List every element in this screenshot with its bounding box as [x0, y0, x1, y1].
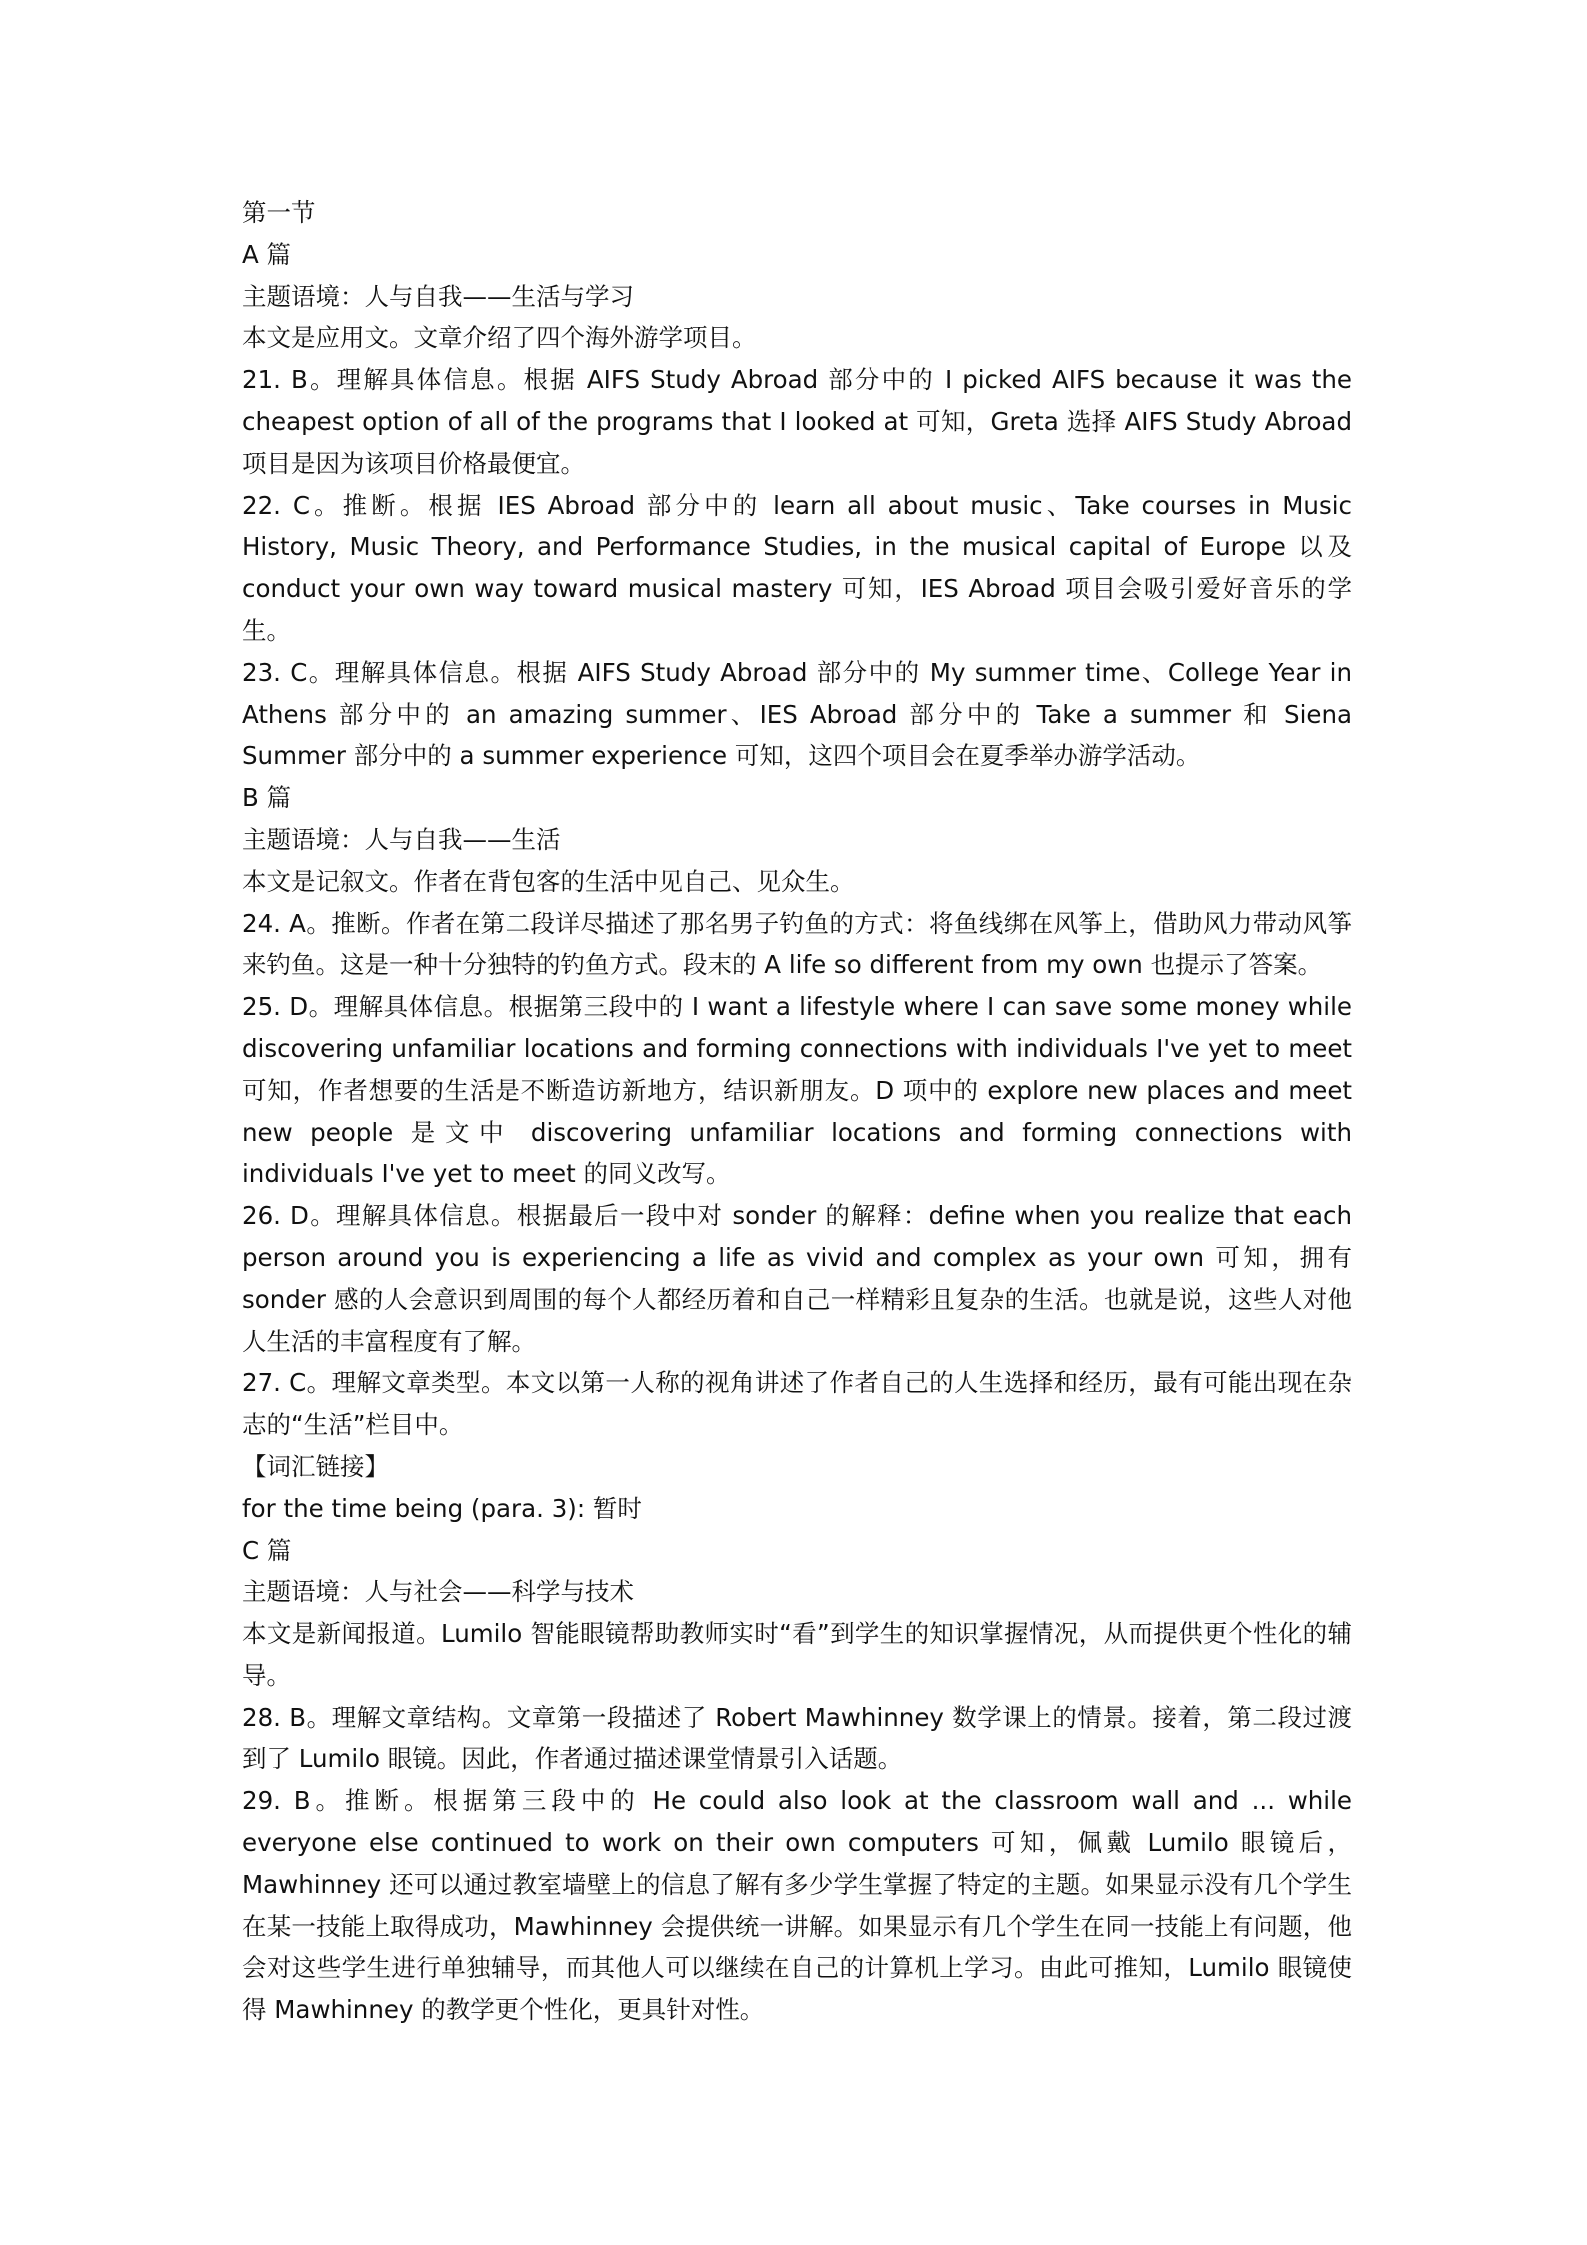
passage-a-heading: A 篇 — [242, 239, 292, 269]
answer-23: 23. C。理解具体信息。根据 AIFS Study Abroad 部分中的 My summer time、College Year in Athens 部分中的 an amazing summer、IES Abroad 部分中的 Take a summer 和 Siena Summer 部分中的 a summer experience 可知，这四个项目会在夏季举办游学活动。 — [242, 657, 1352, 771]
answer-21: 21. B。理解具体信息。根据 AIFS Study Abroad 部分中的 I picked AIFS because it was the cheapest option of all of the programs that I looked at 可知，Greta 选择 AIFS Study Abroad 项目是因为该项目价格最便宜。 — [242, 365, 1352, 478]
answer-25: 25. D。理解具体信息。根据第三段中的 I want a lifestyle where I can save some money while discovering unfamiliar locations and forming connections with individuals I've yet to meet 可知，作者想要的生活是不断造访新地方，结识新朋友。D 项中的 explore new places and meet new people 是文中 discovering unfamiliar locations and forming connections with individuals I've yet to meet 的同义改写。 — [242, 992, 1352, 1189]
passage-b-summary: 本文是记叙文。作者在背包客的生活中见自己、见众生。 — [242, 866, 855, 896]
answer-27: 27. C。理解文章类型。本文以第一人称的视角讲述了作者自己的人生选择和经历，最有可能出现在杂志的“生活”栏目中。 — [242, 1368, 1352, 1440]
answer-key-document — [242, 192, 1352, 2031]
vocabulary-item: for the time being (para. 3): 暂时 — [242, 1493, 642, 1523]
answer-26: 26. D。理解具体信息。根据最后一段中对 sonder 的解释：define when you realize that each person around you is experiencing a life as vivid and complex as your own 可知，拥有 sonder 感的人会意识到周围的每个人都经历着和自己一样精彩且复杂的生活。也就是说，这些人对他人生活的丰富程度有了解。 — [242, 1201, 1352, 1356]
passage-a-summary: 本文是应用文。文章介绍了四个海外游学项目。 — [242, 323, 757, 353]
passage-b-heading: B 篇 — [242, 783, 292, 813]
passage-b-theme: 主题语境：人与自我——生活 — [242, 824, 561, 854]
answer-22: 22. C。推断。根据 IES Abroad 部分中的 learn all about music、Take courses in Music History, Music Theory, and Performance Studies, in the musical capital of Europe 以及 conduct your own way toward musical mastery 可知，IES Abroad 项目会吸引爱好音乐的学生。 — [242, 490, 1352, 645]
answer-24: 24. A。推断。作者在第二段详尽描述了那名男子钓鱼的方式：将鱼线绑在风筝上，借助风力带动风筝来钓鱼。这是一种十分独特的钓鱼方式。段末的 A life so different from my own 也提示了答案。 — [242, 908, 1352, 980]
passage-c-heading: C 篇 — [242, 1535, 292, 1565]
passage-c-theme: 主题语境：人与社会——科学与技术 — [242, 1577, 634, 1607]
section-heading: 第一节 — [242, 198, 316, 227]
vocabulary-heading: 【词汇链接】 — [242, 1451, 389, 1481]
passage-a-theme: 主题语境：人与自我——生活与学习 — [242, 281, 634, 311]
answer-29: 29. B。推断。根据第三段中的 He could also look at the classroom wall and ... while everyone else continued to work on their own computers 可知，佩戴 Lumilo 眼镜后，Mawhinney 还可以通过教室墙壁上的信息了解有多少学生掌握了特定的主题。如果显示没有几个学生在某一技能上取得成功，Mawhinney 会提供统一讲解。如果显示有几个学生在同一技能上有问题，他会对这些学生进行单独辅导，而其他人可以继续在自己的计算机上学习。由此可推知，Lumilo 眼镜使得 Mawhinney 的教学更个性化，更具针对性。 — [242, 1786, 1352, 2025]
passage-c-summary: 本文是新闻报道。Lumilo 智能眼镜帮助教师实时“看”到学生的知识掌握情况，从而提供更个性化的辅导。 — [242, 1619, 1352, 1690]
answer-28: 28. B。理解文章结构。文章第一段描述了 Robert Mawhinney 数学课上的情景。接着，第二段过渡到了 Lumilo 眼镜。因此，作者通过描述课堂情景引入话题。 — [242, 1702, 1352, 1774]
